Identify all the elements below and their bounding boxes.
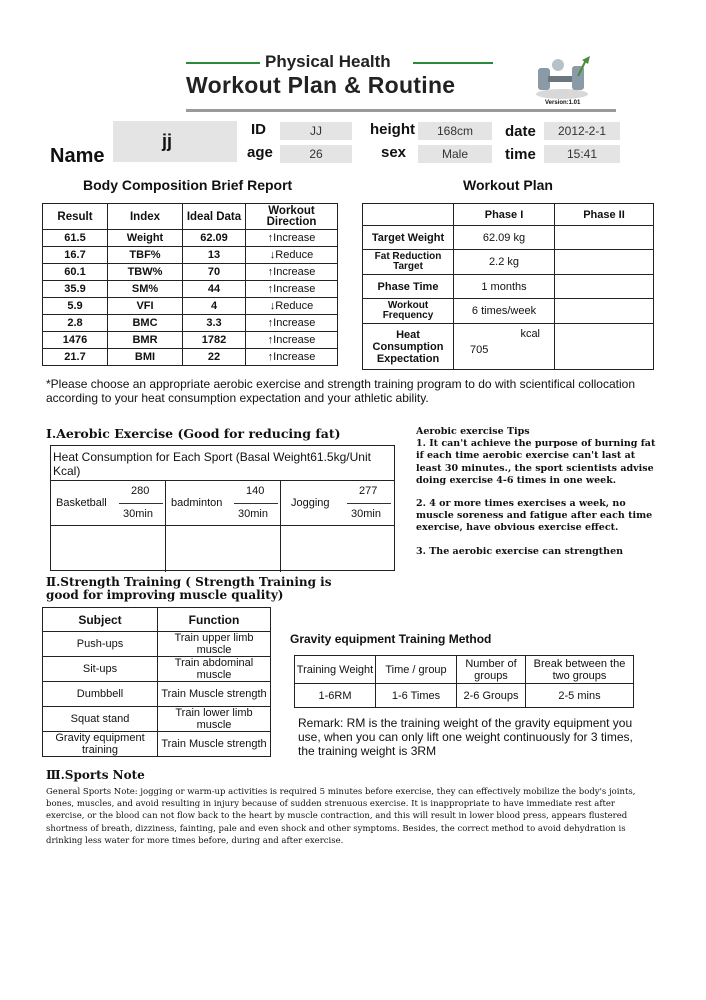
page-title: Workout Plan & Routine [186,72,456,98]
gv-value: 1-6 Times [376,684,457,708]
aerobic-tips [416,426,656,558]
empty-cell [281,526,394,572]
tips-title: Aerobic exercise Tips [416,426,530,437]
bc-direction: ↓Reduce [246,298,338,315]
bc-direction: ↓Reduce [246,247,338,264]
bc-index: BMC [108,315,183,332]
bc-result: 16.7 [43,247,108,264]
sports-note-heading: Ⅲ.Sports Note [46,768,145,782]
gv-value: 1-6RM [295,684,376,708]
tip-item: 1. It can't achieve the purpose of burning fat if each time aerobic exercise can't last at least 30 minutes., the sport scientists advise doing exercise 4-6 times in one week. [416,438,656,486]
heat-cell [454,324,555,370]
bc-row [43,247,338,264]
col-ideal: Ideal Data [183,204,246,230]
wp-corner [363,204,454,226]
height-label: height [370,121,415,138]
gv-value: 2-6 Groups [457,684,526,708]
strength-subject: Sit-ups [43,657,158,682]
bc-direction: ↑Increase [246,315,338,332]
bc-direction: ↑Increase [246,281,338,298]
aerobic-heading: Ⅰ.Aerobic Exercise (Good for reducing fat) [46,426,341,441]
sport-name: Jogging [291,497,330,509]
strength-function: Train Muscle strength [158,732,271,757]
bc-result: 1476 [43,332,108,349]
wp-phase2 [555,275,654,299]
wp-label: Workout Frequency [363,299,454,324]
bc-index: BMI [108,349,183,366]
bc-ideal: 44 [183,281,246,298]
bc-index: TBW% [108,264,183,281]
sport-time: 30min [123,508,153,520]
bc-row [43,349,338,366]
name-label: Name [50,145,105,167]
heat-label: Heat Consumption Expectation [363,324,454,370]
bc-result: 21.7 [43,349,108,366]
gravity-table [294,655,634,708]
gv-value: 2-5 mins [526,684,634,708]
time-value: 15:41 [544,145,620,163]
wp-value: 1 months [454,275,555,299]
bc-direction: ↑Increase [246,332,338,349]
bc-row [43,264,338,281]
bc-result: 35.9 [43,281,108,298]
tip-item: 2. 4 or more times exercises a week, no muscle soreness and fatigue after each time exercise, have obvious exercise effect. [416,498,653,534]
bc-direction: ↑Increase [246,349,338,366]
empty-cell [51,526,166,572]
id-value: JJ [280,122,352,140]
wp-phase2 [555,299,654,324]
bc-ideal: 62.09 [183,230,246,247]
bc-result: 61.5 [43,230,108,247]
strength-row [43,682,271,707]
bc-index: SM% [108,281,183,298]
wp-label: Fat Reduction Target [363,250,454,275]
strength-row [43,632,271,657]
sport-name: Basketball [56,497,107,509]
sport-cell-basketball [51,481,166,525]
bc-result: 2.8 [43,315,108,332]
gv-header: Break between the two groups [526,656,634,684]
body-composition-table [42,203,338,366]
sport-kcal: 140 [246,485,265,497]
age-label: age [247,144,273,161]
tip-item: 3. The aerobic exercise can strengthen [416,545,624,557]
bc-row [43,315,338,332]
wp-phase2 [555,324,654,370]
strength-row [43,707,271,732]
aerobic-box-title: Heat Consumption for Each Sport (Basal Weight61.5kg/Unit Kcal) [51,446,394,481]
wp-label: Phase Time [363,275,454,299]
bc-index: BMR [108,332,183,349]
strength-subject: Squat stand [43,707,158,732]
phase-2-header: Phase II [555,204,654,226]
strength-table [42,607,271,757]
bc-row [43,332,338,349]
page-subtitle: Physical Health [265,52,391,71]
sport-divider [234,503,278,504]
sport-time: 30min [351,508,381,520]
bc-index: VFI [108,298,183,315]
gravity-remark: Remark: RM is the training weight of the gravity equipment you use, when you can only lift one weight continuously for 3 times, the training weight is 3RM [298,716,633,758]
wp-label: Target Weight [363,226,454,250]
col-direction: Workout Direction [246,204,338,230]
title-line-right [413,62,493,64]
bc-ideal: 1782 [183,332,246,349]
title-line-left [186,62,260,64]
bc-index: TBF% [108,247,183,264]
sports-empty-row [51,526,394,572]
time-label: time [505,146,536,163]
gv-header: Time / group [376,656,457,684]
bc-row [43,230,338,247]
strength-function: Train Muscle strength [158,682,271,707]
body-composition-title: Body Composition Brief Report [83,177,293,193]
bc-ideal: 3.3 [183,315,246,332]
dumbbell-logo-icon [532,54,594,100]
version-label: Version:1.01 [545,100,581,106]
sport-cell-badminton [166,481,281,525]
sport-name: badminton [171,497,223,509]
sex-label: sex [381,144,407,161]
sports-row [51,481,394,526]
bc-ideal: 4 [183,298,246,315]
aerobic-box [50,445,395,571]
col-result: Result [43,204,108,230]
phase-1-header: Phase I [454,204,555,226]
col-function: Function [158,608,271,632]
gv-header: Training Weight [295,656,376,684]
strength-row [43,657,271,682]
heat-unit: kcal [520,328,540,340]
sport-divider [119,503,163,504]
bc-ideal: 70 [183,264,246,281]
sport-kcal: 277 [359,485,378,497]
sport-time: 30min [238,508,268,520]
bc-row [43,281,338,298]
strength-subject: Push-ups [43,632,158,657]
strength-row [43,732,271,757]
strength-heading: Ⅱ.Strength Training ( Strength Training is good for improving muscle quality) [46,575,332,602]
strength-function: Train upper limb muscle [158,632,271,657]
sex-value: Male [418,145,492,163]
wp-value: 6 times/week [454,299,555,324]
height-value: 168cm [418,122,492,140]
bc-index: Weight [108,230,183,247]
wp-value: 62.09 kg [454,226,555,250]
name-field [113,121,237,162]
bc-direction: ↑Increase [246,264,338,281]
bc-result: 5.9 [43,298,108,315]
age-value: 26 [280,145,352,163]
wp-phase2 [555,226,654,250]
col-subject: Subject [43,608,158,632]
date-value: 2012-2-1 [544,122,620,140]
sport-cell-jogging [281,481,394,525]
sport-kcal: 280 [131,485,150,497]
sports-note-text: General Sports Note: jogging or warm-up activities is required 5 minutes before exercise, they can effectively mobilize the body's joints, bones, muscles, and avoid resulting in injury because of sudden strenuous exercise. It is inappropriate to have immediate rest after exercise, or the blood can not flow back to the heart by muscle contraction, and this will result in lower blood press, appears flustered shortness of breath, dizziness, fainting, pale and even shock and other symptoms. Besides, the correct method to avoid dehydration is drinking less water for more times before, during and after exercise. [46,787,636,846]
bc-ideal: 13 [183,247,246,264]
sport-divider [347,503,391,504]
program-note: *Please choose an appropriate aerobic exercise and strength training program to do with scientifical collocation according to your heat consumption expectation and your athletic ability. [46,377,636,405]
strength-function: Train lower limb muscle [158,707,271,732]
name-value: jj [162,131,173,151]
gravity-title: Gravity equipment Training Method [290,632,492,646]
wp-phase2 [555,250,654,275]
id-label: ID [251,121,266,138]
header-divider [186,109,616,112]
workout-plan-table [362,203,654,370]
wp-value: 2.2 kg [454,250,555,275]
bc-ideal: 22 [183,349,246,366]
strength-function: Train abdominal muscle [158,657,271,682]
workout-plan-title: Workout Plan [463,177,553,193]
strength-subject: Gravity equipment training [43,732,158,757]
gv-header: Number of groups [457,656,526,684]
col-index: Index [108,204,183,230]
strength-subject: Dumbbell [43,682,158,707]
empty-cell [166,526,281,572]
date-label: date [505,123,536,140]
bc-direction: ↑Increase [246,230,338,247]
bc-result: 60.1 [43,264,108,281]
bc-row [43,298,338,315]
heat-value: 705 [470,344,489,356]
